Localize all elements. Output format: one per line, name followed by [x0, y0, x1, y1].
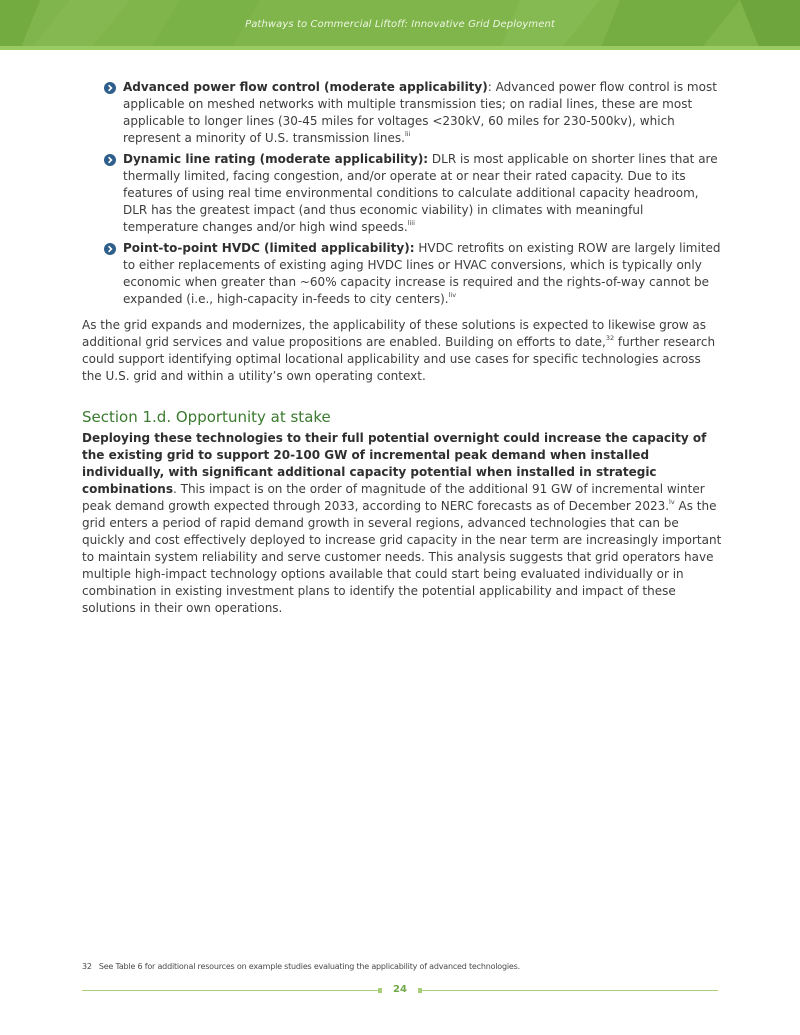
- bullet-list: [82, 79, 722, 308]
- section-paragraph: [82, 430, 722, 617]
- bullet-item: [82, 240, 722, 308]
- chevron-right-circle-icon: [104, 82, 116, 94]
- footnote: [82, 962, 722, 971]
- main-content: [82, 79, 722, 617]
- section-heading: Section 1.d. Opportunity at stake: [82, 408, 331, 426]
- bullet-item: [82, 151, 722, 236]
- footnote-marker: 32: [605, 334, 615, 342]
- bullet-text: [123, 79, 722, 147]
- footer-line-right: [418, 990, 718, 991]
- chevron-right-circle-icon: [104, 154, 116, 166]
- reference-marker: lii: [404, 130, 411, 138]
- footnote-text: See Table 6 for additional resources on example studies evaluating the applicability of advanced technologies.: [98, 962, 520, 971]
- bullet-lead: Advanced power flow control (moderate applicability): [123, 80, 488, 94]
- reference-marker: lv: [669, 498, 675, 506]
- bullet-body: : Advanced power flow control is most applicable on meshed networks with multiple transmission ties; on radial lines, these are most applicable to longer lines (30-45 miles for voltages <230kV, 60 miles for 230-500kv), which represent a minority of U.S. transmission lines.: [123, 80, 717, 145]
- page-number: 24: [393, 984, 407, 995]
- bullet-body: DLR is most applicable on shorter lines that are thermally limited, facing congestion, and/or operate at or near their rated capacity. Due to its features of using real time environmental conditions to calculate additional capacity headroom, DLR has the greatest impact (and thus economic viability) in climates with meaningful temperature changes and/or high wind speeds.: [123, 152, 718, 234]
- footnote-number: 32: [82, 962, 92, 971]
- bullet-text: [123, 240, 722, 308]
- header-title: Pathways to Commercial Liftoff: Innovative Grid Deployment: [245, 19, 555, 30]
- bullet-lead: Dynamic line rating (moderate applicability):: [123, 152, 429, 166]
- footer-line-left: [82, 990, 382, 991]
- paragraph-text: further research could support identifying optimal locational applicability and use cases for specific technologies across the U.S. grid and within a utility’s own operating context.: [82, 335, 716, 383]
- paragraph-text: As the grid expands and modernizes, the applicability of these solutions is expected to likewise grow as additional grid services and value propositions are enabled. Building on efforts to date,: [82, 318, 707, 349]
- bullet-text: [123, 151, 722, 236]
- bullet-item: [82, 79, 722, 147]
- section-lead: Deploying these technologies to their full potential overnight could increase the capacity of the existing grid to support 20-100 GW of incremental peak demand when installed individually, with significant additional capacity potential when installed in strategic combinations: [82, 431, 707, 496]
- paragraph-text: As the grid enters a period of rapid demand growth in several regions, advanced technologies that can be quickly and cost effectively deployed to increase grid capacity in the near term are increasingly important to maintain system reliability and serve customer needs. This analysis suggests that grid operators have multiple high-impact technology options available that could start being evaluated individually or in combination in existing investment plans to identify the potential applicability and impact of these solutions in their own operations.: [82, 499, 722, 615]
- reference-marker: liv: [448, 291, 457, 299]
- bullet-body: HVDC retrofits on existing ROW are largely limited to either replacements of existing aging HVDC lines or HVAC conversions, which is typically only economic when greater than ~60% capacity increase is required and the rights-of-way cannot be expanded (i.e., high-capacity in-feeds to city centers).: [123, 241, 721, 306]
- chevron-right-circle-icon: [104, 243, 116, 255]
- page-header-band: [0, 0, 800, 50]
- paragraph-text: . This impact is on the order of magnitude of the additional 91 GW of incremental winter peak demand growth expected through 2033, according to NERC forecasts as of December 2023.: [82, 482, 705, 513]
- reference-marker: liii: [407, 219, 415, 227]
- bullet-lead: Point-to-point HVDC (limited applicability):: [123, 241, 415, 255]
- applicability-paragraph: [82, 317, 722, 385]
